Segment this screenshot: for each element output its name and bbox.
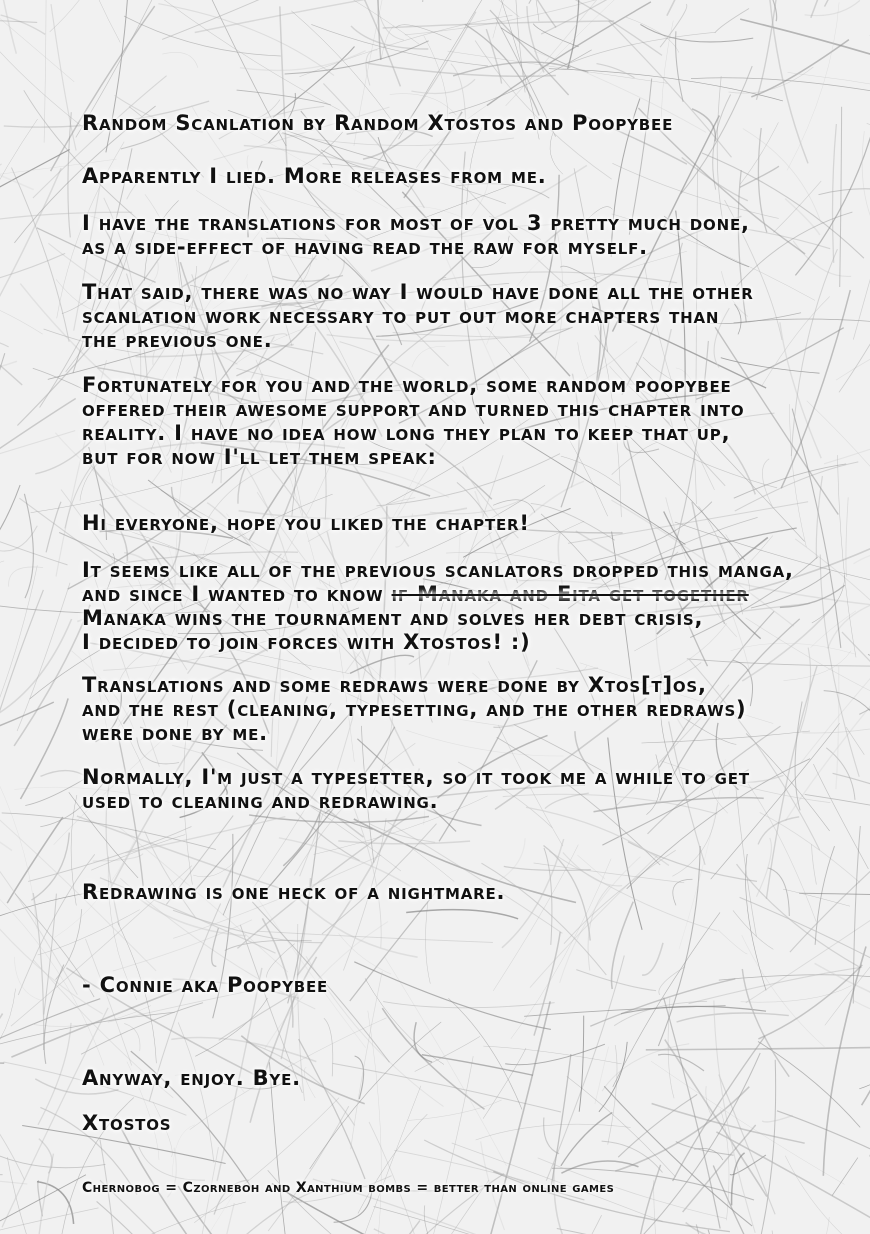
paragraph-line: That said, there was no way I would have done all the other bbox=[82, 280, 754, 304]
paragraph-line: and the rest (cleaning, typesetting, and the other redraws) bbox=[82, 697, 747, 721]
page-title: Random Scanlation by Random Xtostos and Poopybee bbox=[82, 111, 674, 135]
outro-line: Anyway, enjoy. Bye. bbox=[82, 1066, 301, 1090]
signature-xtostos: Xtostos bbox=[82, 1111, 172, 1135]
paragraph-line: the previous one. bbox=[82, 328, 273, 352]
paragraph-line: I have the translations for most of vol 3 pretty much done, bbox=[82, 211, 750, 235]
paragraph-line: were done by me. bbox=[82, 721, 268, 745]
struck-text: if Manaka and Eita get together bbox=[391, 582, 749, 606]
redrawing-line: Redrawing is one heck of a nightmare. bbox=[82, 880, 506, 904]
paragraph-line: Normally, I'm just a typesetter, so it took me a while to get bbox=[82, 765, 750, 789]
paragraph-translations bbox=[82, 211, 750, 259]
signature-poopybee: - Connie aka Poopybee bbox=[82, 973, 329, 997]
paragraph-line: reality. I have no idea how long they plan to keep that up, bbox=[82, 421, 731, 445]
paragraph-line: used to cleaning and redrawing. bbox=[82, 789, 439, 813]
paragraph-fortunately bbox=[82, 373, 744, 469]
greeting-line: Hi everyone, hope you liked the chapter! bbox=[82, 511, 530, 535]
paragraph-line: as a side-effect of having read the raw for myself. bbox=[82, 235, 648, 259]
paragraph-line: Manaka wins the tournament and solves her debt crisis, bbox=[82, 606, 704, 630]
paragraph-line: scanlation work necessary to put out more chapters than bbox=[82, 304, 720, 328]
paragraph-line: offered their awesome support and turned this chapter into bbox=[82, 397, 745, 421]
paragraph-credits bbox=[82, 673, 746, 745]
paragraph-line: I decided to join forces with Xtostos! :) bbox=[82, 630, 531, 654]
paragraph-typesetter bbox=[82, 765, 750, 813]
paragraph-line: It seems like all of the previous scanlators dropped this manga, bbox=[82, 558, 794, 582]
paragraph-scanlation-work bbox=[82, 280, 754, 352]
footer-note: Chernobog = Czorneboh and Xanthium bombs = better than online games bbox=[82, 1180, 615, 1196]
paragraph-line: and since I wanted to know bbox=[82, 582, 392, 606]
paragraph-line: Fortunately for you and the world, some random poopybee bbox=[82, 373, 732, 397]
paragraph-line: but for now I'll let them speak: bbox=[82, 445, 437, 469]
intro-line: Apparently I lied. More releases from me. bbox=[82, 164, 547, 188]
paragraph-dropped-manga bbox=[82, 558, 794, 654]
paragraph-line: Translations and some redraws were done by Xtos[t]os, bbox=[82, 673, 707, 697]
